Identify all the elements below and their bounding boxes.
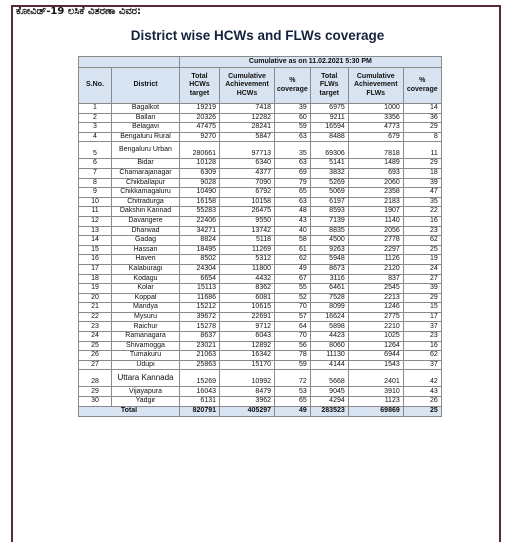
cell-cum-hcws: 26475 (220, 207, 275, 217)
cell-pct-flws: 62 (403, 236, 441, 246)
cell-total-flws: 4144 (310, 360, 348, 370)
cell-total-hcws: 16043 (180, 387, 220, 397)
cell-pct-flws: 29 (403, 293, 441, 303)
cell-cum-flws: 7818 (348, 142, 403, 159)
cell-total-hcws: 8824 (180, 236, 220, 246)
cell-cum-flws: 2213 (348, 293, 403, 303)
table-row (79, 159, 442, 169)
cell-total-flws: 4294 (310, 397, 348, 407)
cell-district: Udupi (112, 360, 180, 370)
cell-sno: 6 (79, 159, 112, 169)
table-row (79, 226, 442, 236)
cell-total-flws: 8835 (310, 226, 348, 236)
table-row (79, 207, 442, 217)
table-row (79, 341, 442, 351)
cell-cum-flws: 2775 (348, 312, 403, 322)
cell-total-hcws: 18495 (180, 245, 220, 255)
cell-sno: 21 (79, 303, 112, 313)
cell-district: Ballari (112, 113, 180, 123)
total-pct-hcws: 49 (275, 406, 311, 416)
cell-cum-hcws: 5847 (220, 132, 275, 142)
cell-total-flws: 8488 (310, 132, 348, 142)
cell-cum-flws: 6944 (348, 351, 403, 361)
table-row (79, 360, 442, 370)
cell-district: Shivamogga (112, 341, 180, 351)
cell-pct-flws: 8 (403, 132, 441, 142)
cell-total-hcws: 39672 (180, 312, 220, 322)
cell-total-flws: 8593 (310, 207, 348, 217)
cell-total-hcws: 47475 (180, 123, 220, 133)
cell-total-hcws: 34271 (180, 226, 220, 236)
cell-cum-hcws: 10615 (220, 303, 275, 313)
cell-total-flws: 8099 (310, 303, 348, 313)
cell-cum-hcws: 12892 (220, 341, 275, 351)
cell-cum-flws: 2401 (348, 370, 403, 387)
cell-pct-hcws: 70 (275, 332, 311, 342)
cell-total-flws: 8673 (310, 264, 348, 274)
cell-total-flws: 5898 (310, 322, 348, 332)
cell-sno: 20 (79, 293, 112, 303)
cell-cum-hcws: 4432 (220, 274, 275, 284)
header-blank (79, 57, 180, 68)
col-cum-hcws: Cumulative Achievement HCWs (220, 68, 275, 104)
cell-sno: 23 (79, 322, 112, 332)
cell-district: Vijayapura (112, 387, 180, 397)
cell-cum-flws: 2778 (348, 236, 403, 246)
cell-pct-hcws: 72 (275, 370, 311, 387)
cell-cum-flws: 1543 (348, 360, 403, 370)
cell-district: Ramanagara (112, 332, 180, 342)
cell-pct-flws: 29 (403, 123, 441, 133)
cell-cum-flws: 2545 (348, 284, 403, 294)
cell-cum-hcws: 8479 (220, 387, 275, 397)
table-row (79, 274, 442, 284)
cell-total-flws: 6975 (310, 104, 348, 114)
cell-cum-hcws: 15170 (220, 360, 275, 370)
cell-district: Mysuru (112, 312, 180, 322)
cell-cum-flws: 3356 (348, 113, 403, 123)
cell-total-hcws: 9028 (180, 178, 220, 188)
cell-total-hcws: 8502 (180, 255, 220, 265)
cell-cum-hcws: 8362 (220, 284, 275, 294)
total-row (79, 406, 442, 416)
cell-district: Bengaluru Urban (112, 142, 180, 159)
cell-pct-flws: 39 (403, 178, 441, 188)
cell-pct-hcws: 43 (275, 216, 311, 226)
cell-pct-hcws: 35 (275, 142, 311, 159)
cell-cum-hcws: 13742 (220, 226, 275, 236)
cell-total-hcws: 15269 (180, 370, 220, 387)
cell-sno: 1 (79, 104, 112, 114)
cell-pct-flws: 18 (403, 168, 441, 178)
cell-cum-flws: 2183 (348, 197, 403, 207)
cell-sno: 25 (79, 341, 112, 351)
cell-district: Hassan (112, 245, 180, 255)
cell-cum-flws: 1140 (348, 216, 403, 226)
cell-cum-hcws: 4377 (220, 168, 275, 178)
cell-pct-flws: 42 (403, 370, 441, 387)
table-row (79, 332, 442, 342)
cell-pct-flws: 27 (403, 274, 441, 284)
cell-cum-flws: 4773 (348, 123, 403, 133)
cell-sno: 22 (79, 312, 112, 322)
cell-pct-flws: 62 (403, 351, 441, 361)
cell-pct-flws: 24 (403, 264, 441, 274)
cell-district: Raichur (112, 322, 180, 332)
cell-pct-hcws: 57 (275, 312, 311, 322)
cell-cum-flws: 2358 (348, 188, 403, 198)
cell-cum-hcws: 9712 (220, 322, 275, 332)
cell-pct-flws: 17 (403, 312, 441, 322)
table-row (79, 312, 442, 322)
total-label: Total (79, 406, 180, 416)
cell-cum-flws: 2056 (348, 226, 403, 236)
cell-sno: 26 (79, 351, 112, 361)
cell-district: Chikballapur (112, 178, 180, 188)
cell-sno: 10 (79, 197, 112, 207)
table-row (79, 245, 442, 255)
cell-total-flws: 5948 (310, 255, 348, 265)
cell-district: Bengaluru Rural (112, 132, 180, 142)
coverage-table (78, 56, 442, 417)
cell-sno: 24 (79, 332, 112, 342)
cell-cum-flws: 1123 (348, 397, 403, 407)
cell-total-flws: 3832 (310, 168, 348, 178)
cell-sno: 2 (79, 113, 112, 123)
col-district: District (112, 68, 180, 104)
cell-cum-flws: 2297 (348, 245, 403, 255)
cell-cum-flws: 1907 (348, 207, 403, 217)
cell-pct-hcws: 53 (275, 387, 311, 397)
cell-cum-hcws: 9550 (220, 216, 275, 226)
cell-pct-flws: 35 (403, 197, 441, 207)
cell-cum-hcws: 12282 (220, 113, 275, 123)
cell-cum-hcws: 97713 (220, 142, 275, 159)
cell-district: Uttara Kannada (112, 370, 180, 387)
cell-pct-hcws: 55 (275, 284, 311, 294)
table-row (79, 397, 442, 407)
table-body (79, 104, 442, 417)
cell-total-flws: 16624 (310, 312, 348, 322)
cell-total-hcws: 25863 (180, 360, 220, 370)
cell-cum-hcws: 11269 (220, 245, 275, 255)
table-row (79, 188, 442, 198)
cell-pct-hcws: 58 (275, 236, 311, 246)
cell-sno: 9 (79, 188, 112, 198)
cell-cum-flws: 2120 (348, 264, 403, 274)
cell-total-hcws: 16158 (180, 197, 220, 207)
cell-cum-hcws: 6340 (220, 159, 275, 169)
total-total-hcws: 820791 (180, 406, 220, 416)
col-cum-flws: Cumulative Achievement FLWs (348, 68, 403, 104)
cell-total-flws: 6197 (310, 197, 348, 207)
cell-pct-hcws: 48 (275, 207, 311, 217)
cell-cum-flws: 1000 (348, 104, 403, 114)
cell-pct-flws: 22 (403, 207, 441, 217)
col-pct-hcws: % coverage (275, 68, 311, 104)
cell-total-flws: 5668 (310, 370, 348, 387)
cell-pct-hcws: 65 (275, 188, 311, 198)
cell-district: Bidar (112, 159, 180, 169)
table-row (79, 123, 442, 133)
cell-total-hcws: 15212 (180, 303, 220, 313)
cell-cum-hcws: 16342 (220, 351, 275, 361)
cell-cum-hcws: 22691 (220, 312, 275, 322)
total-pct-flws: 25 (403, 406, 441, 416)
cell-pct-hcws: 61 (275, 245, 311, 255)
table-row (79, 132, 442, 142)
cell-district: Tumakuru (112, 351, 180, 361)
cell-district: Yadgir (112, 397, 180, 407)
cell-cum-hcws: 6792 (220, 188, 275, 198)
cell-pct-flws: 14 (403, 104, 441, 114)
total-cum-flws: 69869 (348, 406, 403, 416)
table-row (79, 370, 442, 387)
cell-pct-flws: 37 (403, 360, 441, 370)
cell-cum-hcws: 5118 (220, 236, 275, 246)
cell-district: Kodagu (112, 274, 180, 284)
cell-district: Dharwad (112, 226, 180, 236)
table-row (79, 264, 442, 274)
cell-pct-flws: 15 (403, 303, 441, 313)
cell-district: Kolar (112, 284, 180, 294)
cell-total-flws: 4423 (310, 332, 348, 342)
table-row (79, 303, 442, 313)
col-sno: S.No. (79, 68, 112, 104)
cell-total-flws: 4500 (310, 236, 348, 246)
cell-pct-flws: 47 (403, 188, 441, 198)
cell-total-flws: 69306 (310, 142, 348, 159)
table-row (79, 255, 442, 265)
cell-total-flws: 7139 (310, 216, 348, 226)
cell-sno: 30 (79, 397, 112, 407)
cell-sno: 29 (79, 387, 112, 397)
cell-pct-hcws: 39 (275, 104, 311, 114)
cell-total-hcws: 23021 (180, 341, 220, 351)
cell-total-flws: 16594 (310, 123, 348, 133)
cell-cum-flws: 1264 (348, 341, 403, 351)
cell-total-hcws: 9270 (180, 132, 220, 142)
cell-cum-hcws: 28241 (220, 123, 275, 133)
cell-total-flws: 5269 (310, 178, 348, 188)
cell-sno: 5 (79, 142, 112, 159)
cell-total-hcws: 6309 (180, 168, 220, 178)
cell-sno: 3 (79, 123, 112, 133)
cell-total-hcws: 24304 (180, 264, 220, 274)
col-total-flws: Total FLWs target (310, 68, 348, 104)
cumulative-header: Cumulative as on 11.02.2021 5:30 PM (180, 57, 442, 68)
table-row (79, 113, 442, 123)
total-cum-hcws: 405297 (220, 406, 275, 416)
cell-district: Davangere (112, 216, 180, 226)
cell-cum-hcws: 7090 (220, 178, 275, 188)
cell-district: Chikkamagaluru (112, 188, 180, 198)
cell-total-hcws: 6654 (180, 274, 220, 284)
cell-pct-flws: 36 (403, 113, 441, 123)
cell-total-hcws: 8637 (180, 332, 220, 342)
cell-total-hcws: 20326 (180, 113, 220, 123)
cell-total-hcws: 22406 (180, 216, 220, 226)
cell-total-flws: 8060 (310, 341, 348, 351)
cell-total-flws: 7528 (310, 293, 348, 303)
cell-pct-flws: 16 (403, 341, 441, 351)
cell-sno: 18 (79, 274, 112, 284)
cell-total-hcws: 10490 (180, 188, 220, 198)
cell-cum-hcws: 10158 (220, 197, 275, 207)
table-row (79, 322, 442, 332)
cell-district: Bagalkot (112, 104, 180, 114)
cell-total-hcws: 280661 (180, 142, 220, 159)
cell-pct-hcws: 78 (275, 351, 311, 361)
cell-pct-flws: 29 (403, 159, 441, 169)
cell-cum-flws: 3910 (348, 387, 403, 397)
cell-cum-flws: 1246 (348, 303, 403, 313)
cell-pct-hcws: 49 (275, 264, 311, 274)
cell-pct-hcws: 69 (275, 168, 311, 178)
table-row (79, 293, 442, 303)
cell-total-hcws: 15113 (180, 284, 220, 294)
cell-cum-flws: 679 (348, 132, 403, 142)
cell-pct-hcws: 63 (275, 159, 311, 169)
cell-cum-hcws: 5312 (220, 255, 275, 265)
table-row (79, 197, 442, 207)
table-row (79, 178, 442, 188)
table-row (79, 284, 442, 294)
cell-cum-hcws: 11800 (220, 264, 275, 274)
cell-pct-hcws: 67 (275, 274, 311, 284)
cell-sno: 11 (79, 207, 112, 217)
cell-pct-hcws: 59 (275, 360, 311, 370)
cell-pct-hcws: 79 (275, 178, 311, 188)
table-row (79, 104, 442, 114)
cell-sno: 4 (79, 132, 112, 142)
cell-pct-hcws: 63 (275, 132, 311, 142)
cell-total-flws: 6461 (310, 284, 348, 294)
table-row (79, 351, 442, 361)
cell-pct-hcws: 70 (275, 303, 311, 313)
cell-district: Chamarajanagar (112, 168, 180, 178)
cell-total-flws: 11130 (310, 351, 348, 361)
cell-total-hcws: 19219 (180, 104, 220, 114)
cell-sno: 16 (79, 255, 112, 265)
cell-district: Kalaburagi (112, 264, 180, 274)
cell-district: Chitradurga (112, 197, 180, 207)
table-row (79, 216, 442, 226)
cell-pct-hcws: 52 (275, 293, 311, 303)
cell-pct-flws: 16 (403, 216, 441, 226)
col-pct-flws: % coverage (403, 68, 441, 104)
cell-sno: 28 (79, 370, 112, 387)
cell-total-flws: 9045 (310, 387, 348, 397)
cell-cum-hcws: 10992 (220, 370, 275, 387)
kannada-header: ಕೋವಿಡ್-19 ಲಸಿಕೆ ವಿತರಣಾ ವಿವರ: (16, 6, 142, 17)
total-total-flws: 283523 (310, 406, 348, 416)
cell-pct-hcws: 64 (275, 322, 311, 332)
cell-pct-flws: 39 (403, 284, 441, 294)
page-title: District wise HCWs and FLWs coverage (130, 28, 385, 43)
cell-pct-hcws: 56 (275, 341, 311, 351)
cell-district: Gadag (112, 236, 180, 246)
cell-cum-flws: 1489 (348, 159, 403, 169)
cell-pct-hcws: 59 (275, 123, 311, 133)
cell-cum-hcws: 7418 (220, 104, 275, 114)
cell-district: Belagavi (112, 123, 180, 133)
cell-pct-hcws: 62 (275, 255, 311, 265)
table-row (79, 236, 442, 246)
cell-total-hcws: 21063 (180, 351, 220, 361)
cell-district: Mandya (112, 303, 180, 313)
cell-sno: 27 (79, 360, 112, 370)
cell-total-hcws: 6131 (180, 397, 220, 407)
cell-cum-flws: 693 (348, 168, 403, 178)
cell-pct-hcws: 40 (275, 226, 311, 236)
cell-cum-flws: 837 (348, 274, 403, 284)
cell-sno: 12 (79, 216, 112, 226)
cell-total-flws: 9263 (310, 245, 348, 255)
cell-pct-flws: 23 (403, 226, 441, 236)
cell-total-hcws: 55283 (180, 207, 220, 217)
table-row (79, 168, 442, 178)
cell-district: Dakshin Kannad (112, 207, 180, 217)
cell-total-flws: 5069 (310, 188, 348, 198)
cell-pct-flws: 19 (403, 255, 441, 265)
cell-total-hcws: 10128 (180, 159, 220, 169)
cell-sno: 14 (79, 236, 112, 246)
col-total-hcws: Total HCWs target (180, 68, 220, 104)
cell-pct-flws: 26 (403, 397, 441, 407)
cell-pct-flws: 37 (403, 322, 441, 332)
cell-pct-flws: 43 (403, 387, 441, 397)
cell-sno: 17 (79, 264, 112, 274)
cell-sno: 8 (79, 178, 112, 188)
cell-sno: 19 (79, 284, 112, 294)
cell-pct-hcws: 63 (275, 197, 311, 207)
cell-cum-hcws: 6081 (220, 293, 275, 303)
cell-district: Haveri (112, 255, 180, 265)
cell-total-flws: 9211 (310, 113, 348, 123)
cell-cum-hcws: 6043 (220, 332, 275, 342)
cell-cum-flws: 1126 (348, 255, 403, 265)
cell-pct-flws: 25 (403, 245, 441, 255)
table-row (79, 142, 442, 159)
cell-cum-flws: 1025 (348, 332, 403, 342)
cell-cum-flws: 2210 (348, 322, 403, 332)
cell-pct-hcws: 60 (275, 113, 311, 123)
cell-sno: 7 (79, 168, 112, 178)
cell-sno: 13 (79, 226, 112, 236)
cell-pct-flws: 23 (403, 332, 441, 342)
cell-pct-hcws: 65 (275, 397, 311, 407)
cell-cum-hcws: 3962 (220, 397, 275, 407)
cell-total-flws: 5141 (310, 159, 348, 169)
cell-district: Koppal (112, 293, 180, 303)
cell-pct-flws: 11 (403, 142, 441, 159)
cell-total-flws: 3116 (310, 274, 348, 284)
cell-total-hcws: 15278 (180, 322, 220, 332)
cell-total-hcws: 11686 (180, 293, 220, 303)
cell-sno: 15 (79, 245, 112, 255)
table-row (79, 387, 442, 397)
cell-cum-flws: 2060 (348, 178, 403, 188)
